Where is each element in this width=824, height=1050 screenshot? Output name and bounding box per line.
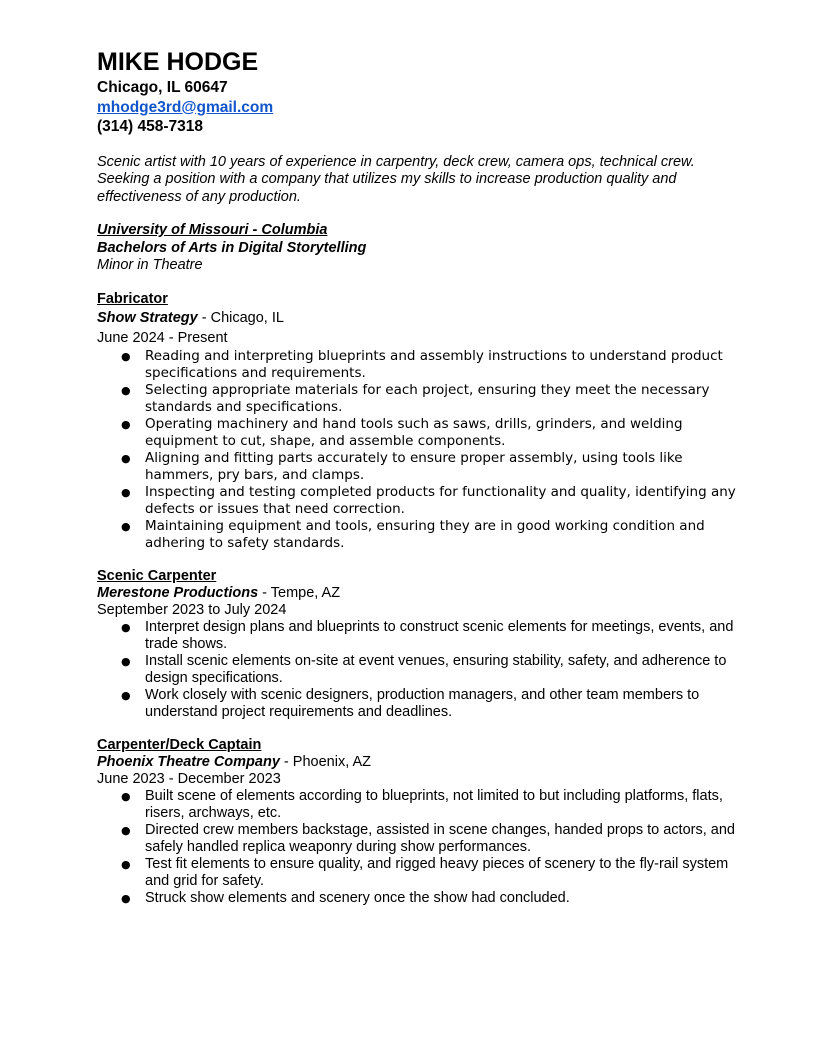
list-item: ● Aligning and fitting parts accurately to ensure proper assembly, using tools like hammers, pry bars, and clamps. [121, 449, 683, 483]
bullet-icon: ● [121, 485, 131, 499]
list-item: ● Inspecting and testing completed products for functionality and quality, identifying any defects or issues that need correction. [121, 483, 736, 517]
bullet-icon: ● [121, 349, 131, 363]
education-degree: Bachelors of Arts in Digital Storytelling [97, 239, 367, 256]
list-item: ● Selecting appropriate materials for each project, ensuring they meet the necessary standards and specifications. [121, 381, 710, 415]
job-duties-list [97, 348, 737, 552]
job-location: - Chicago, IL [197, 309, 284, 326]
job-entry-scenic-carpenter [97, 568, 737, 721]
job-title: Fabricator [97, 290, 168, 307]
list-item: ● Test fit elements to ensure quality, and rigged heavy pieces of scenery to the fly-rail system and grid for safety. [121, 855, 729, 889]
job-location: - Tempe, AZ [258, 584, 341, 601]
list-item: ● Directed crew members backstage, assisted in scene changes, handed props to actors, and safely handled replica weaponry during show performances. [121, 821, 735, 855]
list-item: ● Operating machinery and hand tools such as saws, drills, grinders, and welding equipment to cut, shape, and assemble components. [121, 415, 683, 449]
bullet-icon: ● [121, 417, 131, 431]
bullet-icon: ● [121, 857, 131, 871]
location: Chicago, IL 60647 [97, 79, 228, 96]
education-minor: Minor in Theatre [97, 257, 203, 273]
bullet-icon: ● [121, 891, 131, 905]
job-dates: June 2023 - December 2023 [97, 770, 281, 787]
list-item: ● Work closely with scenic designers, production managers, and other team members to understand project requirements and deadlines. [121, 686, 700, 720]
list-item: ● Struck show elements and scenery once the show had concluded. [121, 889, 570, 906]
candidate-name: MIKE HODGE [97, 48, 259, 76]
job-title: Scenic Carpenter [97, 567, 217, 584]
job-company: Merestone Productions [97, 584, 259, 601]
education-school: University of Missouri - Columbia [97, 222, 328, 238]
job-duties-list [97, 788, 737, 907]
job-dates: June 2024 - Present [97, 329, 228, 346]
job-dates: September 2023 to July 2024 [97, 601, 287, 618]
bullet-icon: ● [121, 383, 131, 397]
job-company: Phoenix Theatre Company [97, 753, 280, 770]
phone: (314) 458-7318 [97, 118, 203, 135]
list-item: ● Install scenic elements on-site at event venues, ensuring stability, safety, and adherence to design specifications. [121, 652, 727, 686]
summary: Scenic artist with 10 years of experience in carpentry, deck crew, camera ops, technical crew. Seeking a position with a company that utilizes my skills to increase production quality and effectiveness of any production. [97, 153, 695, 205]
education-section [97, 222, 737, 275]
list-item: ● Built scene of elements according to blueprints, not limited to but including platforms, flats, risers, archways, etc. [121, 787, 723, 821]
bullet-icon: ● [121, 654, 131, 668]
job-entry-fabricator [97, 291, 737, 552]
resume-page [97, 46, 737, 907]
email-link[interactable]: mhodge3rd@gmail.com [97, 98, 274, 116]
resume-header [97, 46, 737, 137]
bullet-icon: ● [121, 823, 131, 837]
job-company-line [97, 585, 737, 602]
bullet-icon: ● [121, 451, 131, 465]
bullet-icon: ● [121, 688, 131, 702]
list-item: ● Interpret design plans and blueprints to construct scenic elements for meetings, events, and trade shows. [121, 618, 734, 652]
list-item: ● Maintaining equipment and tools, ensuring they are in good working condition and adhering to safety standards. [121, 517, 705, 551]
bullet-icon: ● [121, 519, 131, 533]
list-item: ● Reading and interpreting blueprints and assembly instructions to understand product specifications and requirements. [121, 347, 723, 381]
job-entry-deck-captain [97, 737, 737, 907]
job-title: Carpenter/Deck Captain [97, 736, 262, 753]
bullet-icon: ● [121, 789, 131, 803]
job-company-line [97, 308, 737, 328]
bullet-icon: ● [121, 620, 131, 634]
job-company-line [97, 754, 737, 771]
job-duties-list [97, 619, 737, 721]
job-company: Show Strategy [97, 309, 198, 326]
job-location: - Phoenix, AZ [279, 753, 371, 770]
